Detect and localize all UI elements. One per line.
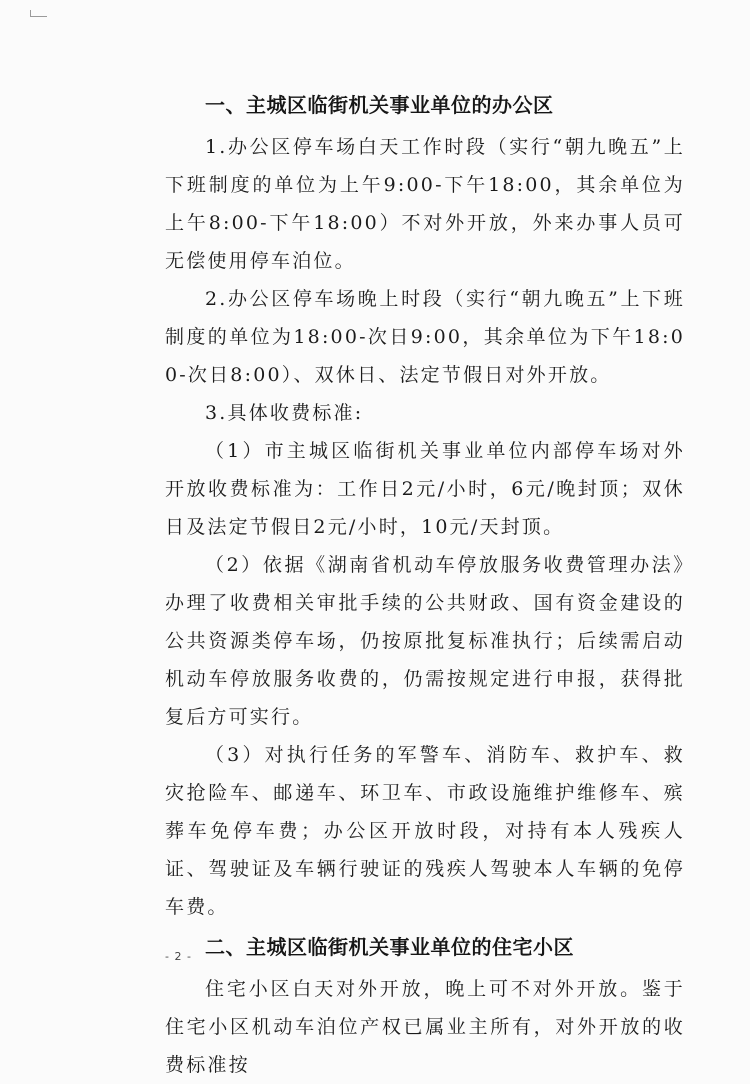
section-heading-office-area: 一、主城区临街机关事业单位的办公区 (205, 93, 554, 117)
paragraph-fee-item-3: （3）对执行任务的军警车、消防车、救护车、救灾抢险车、邮递车、环卫车、市政设施维护维修车、殡葬车免停车费；办公区开放时段，对持有本人残疾人证、驾驶证及车辆行驶证的残疾人驾驶本人车辆的免停车费。 (165, 744, 685, 918)
paragraph-fee-standard-title: 3.具体收费标准: (205, 402, 364, 424)
paragraph-residential-opening: 住宅小区白天对外开放，晚上可不对外开放。鉴于住宅小区机动车泊位产权已属业主所有，对外开放的收费标准按 (165, 978, 685, 1076)
corner-crop-mark (30, 10, 47, 17)
paragraph-fee-item-1: （1）市主城区临街机关事业单位内部停车场对外开放收费标准为：工作日2元/小时，6元/晚封顶；双休日及法定节假日2元/小时，10元/天封顶。 (165, 440, 685, 538)
page-number: - 2 - (165, 950, 192, 963)
paragraph-night-hours: 2.办公区停车场晚上时段（实行“朝九晚五”上下班制度的单位为18:00-次日9:00，其余单位为下午18:00-次日8:00）、双休日、法定节假日对外开放。 (165, 288, 685, 386)
document-body (165, 86, 685, 1084)
section-heading-residential-area: 二、主城区临街机关事业单位的住宅小区 (205, 935, 574, 959)
paragraph-daytime-hours: 1.办公区停车场白天工作时段（实行“朝九晚五”上下班制度的单位为上午9:00-下午18:00，其余单位为上午8:00-下午18:00）不对外开放，外来办事人员可无偿使用停车泊位。 (165, 136, 685, 272)
paragraph-fee-item-2: （2）依据《湖南省机动车停放服务收费管理办法》办理了收费相关审批手续的公共财政、国有资金建设的公共资源类停车场，仍按原批复标准执行；后续需启动机动车停放服务收费的，仍需按规定进行申报，获得批复后方可实行。 (165, 554, 685, 728)
